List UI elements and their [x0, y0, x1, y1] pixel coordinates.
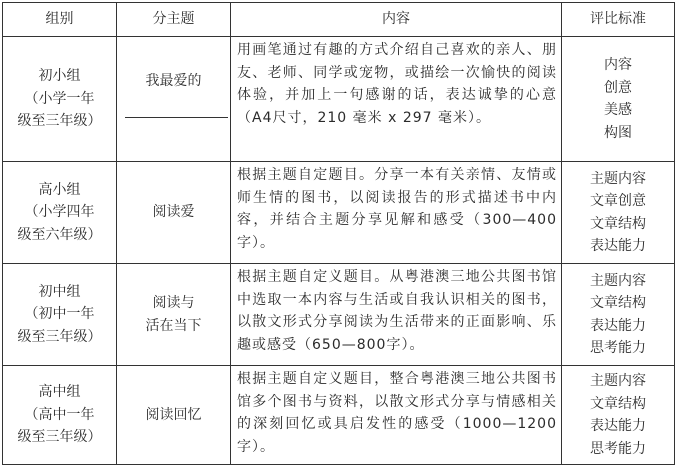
topic-text: 我最爱的 — [145, 72, 202, 89]
criteria-item: 文章结构 — [590, 215, 646, 232]
topic-text: 阅读回忆 — [145, 406, 202, 423]
content-cell — [231, 162, 562, 264]
content-text: 根据主题自定义题目，整合粤港澳三地公共图书馆多个图书与资料，以散文形式分享与情感相关的深刻回忆或具启发性的感受（1000—1200字）。 — [237, 371, 557, 455]
criteria-cell — [562, 162, 675, 264]
group-grade-line: 级至三年级） — [17, 429, 102, 446]
criteria-cell — [562, 366, 675, 465]
criteria-cell — [562, 264, 675, 366]
content-cell — [231, 366, 562, 465]
criteria-item: 主题内容 — [590, 373, 646, 389]
content-text: 用画笔通过有趣的方式介绍自己喜欢的亲人、朋友、老师、同学或宠物，或描绘一次愉快的阅读体验，并加上一句感谢的话，表达诚挚的心意（A4尺寸，210 毫米 x 297 毫米）。 — [237, 42, 557, 126]
content-cell — [231, 264, 562, 366]
group-cell — [3, 366, 117, 465]
group-cell — [3, 162, 117, 264]
criteria-item: 表达能力 — [590, 317, 646, 334]
criteria-item: 文章结构 — [590, 395, 646, 412]
group-grade-line: （初中一年 — [24, 306, 95, 323]
topic-blank-line — [125, 117, 228, 118]
group-grade-line: （高中一年 — [24, 406, 95, 423]
table-row — [3, 37, 675, 162]
criteria-item: 构图 — [604, 124, 632, 141]
table-row — [3, 162, 675, 264]
criteria-item: 创意 — [604, 79, 632, 96]
table-row — [3, 366, 675, 465]
topic-text: 活在当下 — [145, 317, 202, 334]
competition-table — [2, 2, 675, 465]
group-name: 初中组 — [38, 283, 81, 300]
group-cell — [3, 264, 117, 366]
group-name: 高小组 — [38, 181, 81, 198]
topic-text: 阅读与 — [152, 295, 195, 311]
criteria-item: 内容 — [604, 57, 632, 73]
group-grade-line: 级至六年级） — [17, 226, 102, 243]
topic-text: 阅读爱 — [152, 204, 195, 221]
criteria-item: 美感 — [604, 102, 632, 118]
criteria-item: 文章创意 — [590, 193, 646, 209]
group-name: 高中组 — [38, 384, 81, 401]
header-topic: 分主题 — [117, 3, 231, 37]
criteria-item: 主题内容 — [590, 272, 646, 289]
criteria-item: 表达能力 — [590, 418, 646, 434]
group-grade-line: （小学一年 — [24, 90, 95, 107]
header-content: 内容 — [231, 3, 562, 37]
topic-cell — [117, 162, 231, 264]
topic-cell — [117, 264, 231, 366]
group-cell — [3, 37, 117, 162]
topic-cell — [117, 37, 231, 162]
group-name: 初小组 — [38, 68, 81, 85]
group-grade-line: 级至三年级） — [17, 113, 102, 130]
criteria-item: 文章结构 — [590, 295, 646, 311]
group-grade-line: （小学四年 — [24, 204, 95, 221]
header-criteria: 评比标准 — [562, 3, 675, 37]
table-header-row — [3, 3, 675, 37]
content-text: 根据主题自定题目。分享一本有关亲情、友情或师生情的图书，以阅读报告的形式描述书中内容，并结合主题分享见解和感受（300—400字）。 — [237, 167, 557, 251]
group-grade-line: 级至三年级） — [17, 328, 102, 345]
criteria-item: 思考能力 — [590, 340, 646, 356]
criteria-item: 主题内容 — [590, 170, 646, 187]
criteria-item: 表达能力 — [590, 238, 646, 254]
criteria-item: 思考能力 — [590, 440, 646, 457]
content-cell — [231, 37, 562, 162]
header-group: 组别 — [3, 3, 117, 37]
table-row — [3, 264, 675, 366]
topic-cell — [117, 366, 231, 465]
criteria-cell — [562, 37, 675, 162]
content-text: 根据主题自定义题目。从粤港澳三地公共图书馆中选取一本内容与生活或自我认识相关的图书，以散文形式分享阅读为生活带来的正面影响、乐趣或感受（650—800字）。 — [237, 269, 557, 353]
